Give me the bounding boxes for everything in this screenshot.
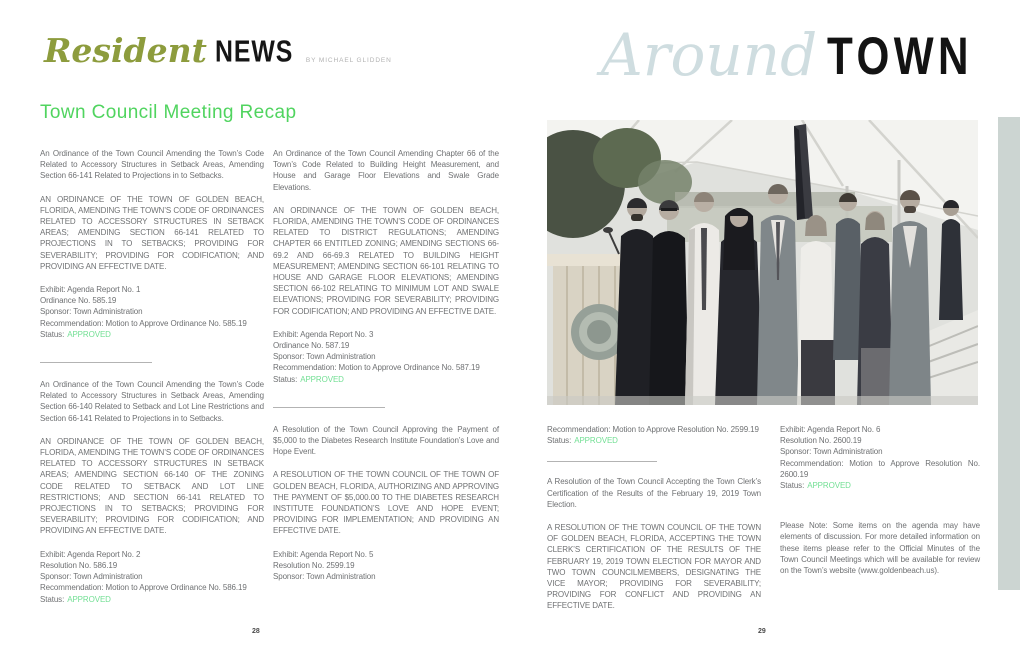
agenda-item-6 bbox=[547, 476, 761, 611]
exhibit-line: Exhibit: Agenda Report No. 5 bbox=[273, 549, 374, 559]
status-line bbox=[40, 594, 264, 605]
section-divider bbox=[40, 362, 152, 363]
status-label: Status: bbox=[780, 481, 805, 491]
status-label: Status: bbox=[40, 594, 65, 604]
left-page-column-2 bbox=[273, 148, 499, 582]
group-photo-illustration bbox=[547, 120, 978, 405]
section-divider bbox=[547, 461, 657, 462]
agenda-item-summary: A Resolution of the Town Council Approving the Payment of $5,000 to the Diabetes Research Institute Foundation’s Love and Hope Event. bbox=[273, 424, 499, 457]
agenda-item-details bbox=[273, 329, 499, 385]
agenda-item-5 bbox=[273, 424, 499, 582]
status-label: Status: bbox=[40, 329, 65, 339]
agenda-item-details bbox=[273, 549, 499, 583]
left-page-column-1 bbox=[40, 148, 264, 605]
exhibit-line: Sponsor: Town Administration bbox=[40, 307, 143, 317]
around-script-logo: Around bbox=[600, 21, 818, 89]
exhibit-line: Resolution No. 2600.19 bbox=[780, 436, 862, 446]
agenda-item-summary: A Resolution of the Town Council Accepting the Town Clerk’s Certification of the Results of the February 19, 2019 Town Election. bbox=[547, 477, 761, 509]
page-number-right: 29 bbox=[758, 628, 766, 635]
status-line bbox=[547, 435, 761, 446]
exhibit-line: Recommendation: Motion to Approve Ordinance No. 586.19 bbox=[40, 583, 247, 593]
status-value: APPROVED bbox=[67, 329, 111, 339]
exhibit-line: Ordinance No. 585.19 bbox=[40, 296, 117, 306]
exhibit-line: Recommendation: Motion to Approve Ordinance No. 585.19 bbox=[40, 318, 247, 328]
exhibit-line: Exhibit: Agenda Report No. 2 bbox=[40, 549, 141, 559]
right-page-column-1 bbox=[547, 424, 761, 624]
status-value: APPROVED bbox=[67, 594, 111, 604]
exhibit-line: Sponsor: Town Administration bbox=[780, 447, 883, 457]
resident-news-masthead bbox=[44, 31, 392, 70]
agenda-item-resolution-text: A RESOLUTION OF THE TOWN COUNCIL OF THE TOWN OF GOLDEN BEACH, FLORIDA, ACCEPTING THE TOWN CLERK’S CERTIFICATION OF THE RESULTS OF THE FEBRUARY 19, 2019 TOWN ELECTION FOR MAYOR AND TWO TOWN COUNCILMEMBERS, DESIGNATING THE VICE MAYOR; PROVIDING FOR SEVERABILITY; PROVIDING FOR CONFLICT AND PROVIDING AN EFFECTIVE DATE. bbox=[547, 523, 761, 611]
exhibit-line: Recommendation: Motion to Approve Resolution No. 2599.19 bbox=[547, 425, 759, 434]
exhibit-line: Exhibit: Agenda Report No. 3 bbox=[273, 329, 374, 339]
status-value: APPROVED bbox=[300, 374, 344, 384]
status-line bbox=[780, 480, 980, 491]
right-page-column-2 bbox=[780, 424, 980, 576]
status-label: Status: bbox=[547, 436, 572, 446]
exhibit-line: Sponsor: Town Administration bbox=[40, 572, 143, 582]
agenda-item-summary: An Ordinance of the Town Council Amending Chapter 66 of the Town’s Code Related to Building Height Measurement, and House and Garage Floor Elevations and Swale Grade Elevations. bbox=[273, 149, 499, 192]
section-title: Town Council Meeting Recap bbox=[40, 102, 297, 123]
exhibit-line: Sponsor: Town Administration bbox=[273, 572, 376, 582]
exhibit-line: Ordinance No. 587.19 bbox=[273, 341, 350, 351]
agenda-item-ordinance-text: AN ORDINANCE OF THE TOWN OF GOLDEN BEACH, FLORIDA, AMENDING THE TOWN’S CODE OF ORDINANCES RELATED TO DISTRICT REGULATIONS; AMENDING CHAPTER 66 ENTITLED ZONING; AMENDING SECTIONS 66-69.2 AND 66-69.3 RELATED TO BUILDING HEIGHT MEASUREMENT; AMENDING SECTION 66-101 RELATING TO HOUSE AND GARAGE FLOOR ELEVATIONS; AMENDING SECTION 66-102 RELATING TO MINIMUM LOT AND SWALE ELEVATIONS; PROVIDING FOR SEVERABILITY; PROVIDING FOR CODIFICATION; AND PROVIDING AN EFFECTIVE DATE. bbox=[273, 205, 499, 316]
status-value: APPROVED bbox=[807, 481, 851, 491]
town-logo: TOWN bbox=[827, 27, 974, 87]
around-town-masthead bbox=[600, 21, 993, 89]
agenda-item-details bbox=[40, 284, 264, 340]
exhibit-line: Resolution No. 2599.19 bbox=[273, 560, 355, 570]
agenda-item-5-continued bbox=[547, 424, 761, 446]
page-accent-bar bbox=[998, 117, 1020, 590]
agenda-item-ordinance-text: AN ORDINANCE OF THE TOWN OF GOLDEN BEACH, FLORIDA, AMENDING THE TOWN’S CODE OF ORDINANCES RELATED TO ACCESSORY STRUCTURES IN SETBACK AREAS; AMENDING SECTION 66-141 RELATED TO PROJECTIONS IN TO SETBACKS; PROVIDING FOR SEVERABILITY; PROVIDING FOR CODIFICATION; AND PROVIDING AN EFFECTIVE DATE. bbox=[40, 194, 264, 271]
exhibit-line: Resolution No. 586.19 bbox=[40, 560, 118, 570]
status-line bbox=[273, 374, 499, 385]
agenda-item-summary: An Ordinance of the Town Council Amending the Town’s Code Related to Accessory Structures in Setback Areas, Amending Section 66-141 Related to Projections in to Setbacks. bbox=[40, 149, 264, 181]
resident-script-logo: Resident bbox=[44, 31, 207, 70]
agenda-item-2 bbox=[40, 379, 264, 605]
agenda-item-6-details bbox=[780, 424, 980, 491]
exhibit-line: Recommendation: Motion to Approve Ordinance No. 587.19 bbox=[273, 363, 480, 373]
agenda-item-resolution-text: A RESOLUTION OF THE TOWN COUNCIL OF THE TOWN OF GOLDEN BEACH, FLORIDA, AUTHORIZING AND APPROVING THE PAYMENT OF $5,000.00 TO THE DIABETES RESEARCH INSTITUTE FOUNDATION’S LOVE AND HOPE EVENT; PROVIDING FOR IMPLEMENTATION; AND PROVIDING AN EFFECTIVE DATE. bbox=[273, 470, 499, 536]
agenda-item-details bbox=[40, 549, 264, 605]
status-line bbox=[40, 329, 264, 340]
exhibit-line: Exhibit: Agenda Report No. 1 bbox=[40, 285, 141, 295]
exhibit-line: Recommendation: Motion to Approve Resolution No. 2600.19 bbox=[780, 458, 980, 479]
group-photo bbox=[547, 120, 978, 405]
agenda-item-1 bbox=[40, 148, 264, 340]
section-divider bbox=[273, 407, 385, 408]
page-number-left: 28 bbox=[252, 628, 260, 635]
agenda-note: Please Note: Some items on the agenda may have elements of discussion. For more detailed information on these items please refer to the Official Minutes of the Town Council Meetings which will be available for review on the Town’s website (www.goldenbeach.us). bbox=[780, 521, 980, 576]
exhibit-line: Sponsor: Town Administration bbox=[273, 352, 376, 362]
status-label: Status: bbox=[273, 374, 298, 384]
byline: BY MICHAEL GLIDDEN bbox=[305, 57, 392, 64]
exhibit-line: Exhibit: Agenda Report No. 6 bbox=[780, 425, 881, 434]
agenda-item-summary: An Ordinance of the Town Council Amending the Town’s Code Related to Accessory Structures in Setback Areas, Amending Section 66-140 Related to Setback and Lot Line Restrictions and Section 66-141 Related to Projections in to Setbacks. bbox=[40, 380, 264, 423]
agenda-item-3 bbox=[273, 148, 499, 385]
agenda-item-ordinance-text: AN ORDINANCE OF THE TOWN OF GOLDEN BEACH, FLORIDA, AMENDING THE TOWN’S CODE OF ORDINANCES RELATED TO ACCESSORY STRUCTURES IN SETBACK AREAS; AMENDING SECTION 66-140 OF THE ZONING CODE RELATED TO SETBACK AND LOT LINE RESTRICTIONS; AND SECTION 66-141 RELATED TO PROJECTIONS IN TO SETBACKS; PROVIDING FOR SEVERABILITY; PROVIDING FOR CODIFICATION; AND PROVIDING AN EFFECTIVE DATE. bbox=[40, 436, 264, 536]
status-value: APPROVED bbox=[574, 436, 618, 446]
news-logo: NEWS bbox=[214, 34, 294, 69]
